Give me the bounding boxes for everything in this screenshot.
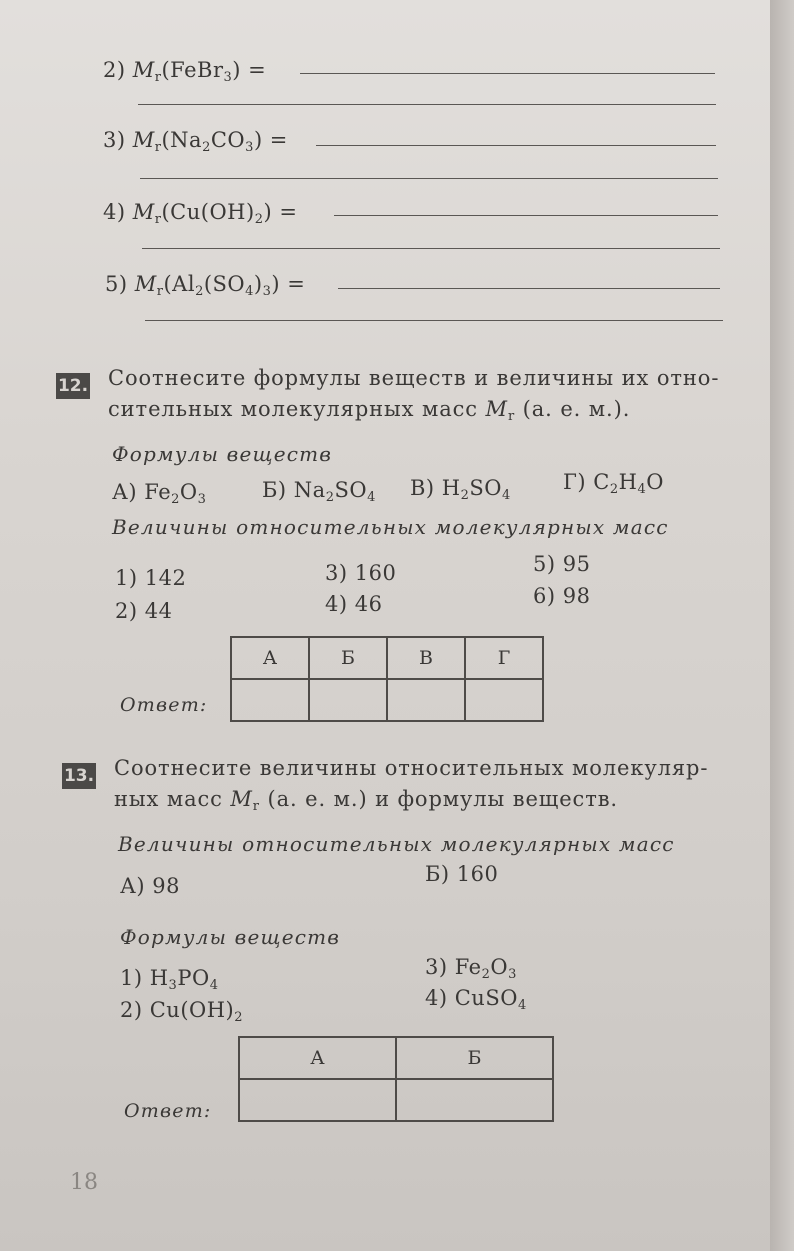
- substance-1: 1) $H_3PO_4$: [120, 966, 219, 993]
- question-12-line-2: сительных молекулярных масс $M_r$ (а. е. м.).: [108, 397, 631, 424]
- answer-cell-b[interactable]: [396, 1079, 553, 1121]
- mass-3: 3) 160: [325, 561, 397, 585]
- answer-header-g: Г: [465, 637, 543, 679]
- mr-symbol: M: [132, 200, 155, 224]
- question-number-badge: 12.: [56, 373, 90, 399]
- answer-line: [140, 178, 718, 179]
- mr-symbol: M: [134, 272, 157, 296]
- answer-cell-a[interactable]: [231, 679, 309, 721]
- substance-a: А) $Fe_2O_3$: [112, 480, 207, 507]
- mr-formula: (FeBr$_3$) =: [161, 58, 267, 85]
- mr-symbol: M: [132, 128, 155, 152]
- mr-symbol: M: [132, 58, 155, 82]
- substances-heading: Формулы веществ: [120, 925, 341, 949]
- mass-2: 2) 44: [115, 599, 173, 623]
- mr-row-number: 3): [103, 128, 126, 152]
- mass-5: 5) 95: [533, 552, 591, 576]
- mr-formula: $(Cu(OH)_2)$ =: [161, 200, 298, 227]
- mr-row-3: [103, 128, 288, 155]
- question-number-badge: 13.: [62, 763, 96, 789]
- substance-4: 4) CuSO$_4$: [425, 986, 527, 1013]
- page-edge: [770, 0, 794, 1251]
- question-12-text: [108, 363, 719, 432]
- mass-1: 1) 142: [115, 566, 187, 590]
- mr-row-5: [105, 272, 305, 299]
- question-12-line-1: Соотнесите формулы веществ и величины их отно-: [108, 366, 720, 390]
- mr-subscript: r: [154, 140, 162, 155]
- mr-formula: $(Na_2CO_3)$ =: [161, 128, 288, 155]
- substance-b: Б) $Na_2SO_4$: [262, 478, 376, 505]
- question-13-line-2: ных масс $M_r$ (а. е. м.) и формулы веществ.: [114, 787, 619, 814]
- mr-subscript: r: [156, 284, 164, 299]
- answer-header-a: А: [231, 637, 309, 679]
- answer-header-a: А: [239, 1037, 396, 1079]
- answer-line: [338, 288, 720, 289]
- answer-cell-a[interactable]: [239, 1079, 396, 1121]
- substance-3: 3) $Fe_2O_3$: [425, 955, 517, 982]
- page-number: 18: [70, 1170, 98, 1195]
- answer-cell-g[interactable]: [465, 679, 543, 721]
- answer-cell-v[interactable]: [387, 679, 465, 721]
- mass-4: 4) 46: [325, 592, 383, 616]
- substance-v: В) $H_2SO_4$: [410, 476, 511, 503]
- answer-cell-b[interactable]: [309, 679, 387, 721]
- answer-table-13: [238, 1036, 554, 1122]
- answer-header-b: Б: [396, 1037, 553, 1079]
- mr-row-number: 5): [105, 272, 128, 296]
- mr-subscript: r: [154, 70, 162, 85]
- answer-line: [142, 248, 720, 249]
- mass-a: А) 98: [120, 874, 180, 898]
- answer-header-b: Б: [309, 637, 387, 679]
- substance-2: 2) $Cu(OH)_2$: [120, 998, 244, 1025]
- mass-6: 6) 98: [533, 584, 591, 608]
- mr-row-number: 2): [103, 58, 126, 82]
- mr-subscript: r: [154, 212, 162, 227]
- answer-label: Ответ:: [120, 694, 208, 716]
- answer-header-v: В: [387, 637, 465, 679]
- answer-label: Ответ:: [124, 1100, 212, 1122]
- mr-row-4: [103, 200, 297, 227]
- mass-b: Б) 160: [425, 862, 499, 886]
- question-13-line-1: Соотнесите величины относительных молекуляр-: [114, 756, 709, 780]
- masses-heading: Величины относительных молекулярных масс: [112, 515, 669, 539]
- answer-line: [316, 145, 716, 146]
- question-13-text: [114, 753, 708, 822]
- answer-line: [138, 104, 716, 105]
- answer-line: [145, 320, 723, 321]
- answer-line: [300, 73, 715, 74]
- masses-heading: Величины относительных молекулярных масс: [118, 832, 675, 856]
- substance-g: Г) $C_2H_4O$: [563, 470, 664, 497]
- answer-table-12: [230, 636, 544, 722]
- mr-formula: $(Al_2(SO_4)_3)$ =: [163, 272, 306, 299]
- mr-row-2: [103, 58, 266, 85]
- answer-line: [334, 215, 718, 216]
- substances-heading: Формулы веществ: [112, 442, 333, 466]
- mr-row-number: 4): [103, 200, 126, 224]
